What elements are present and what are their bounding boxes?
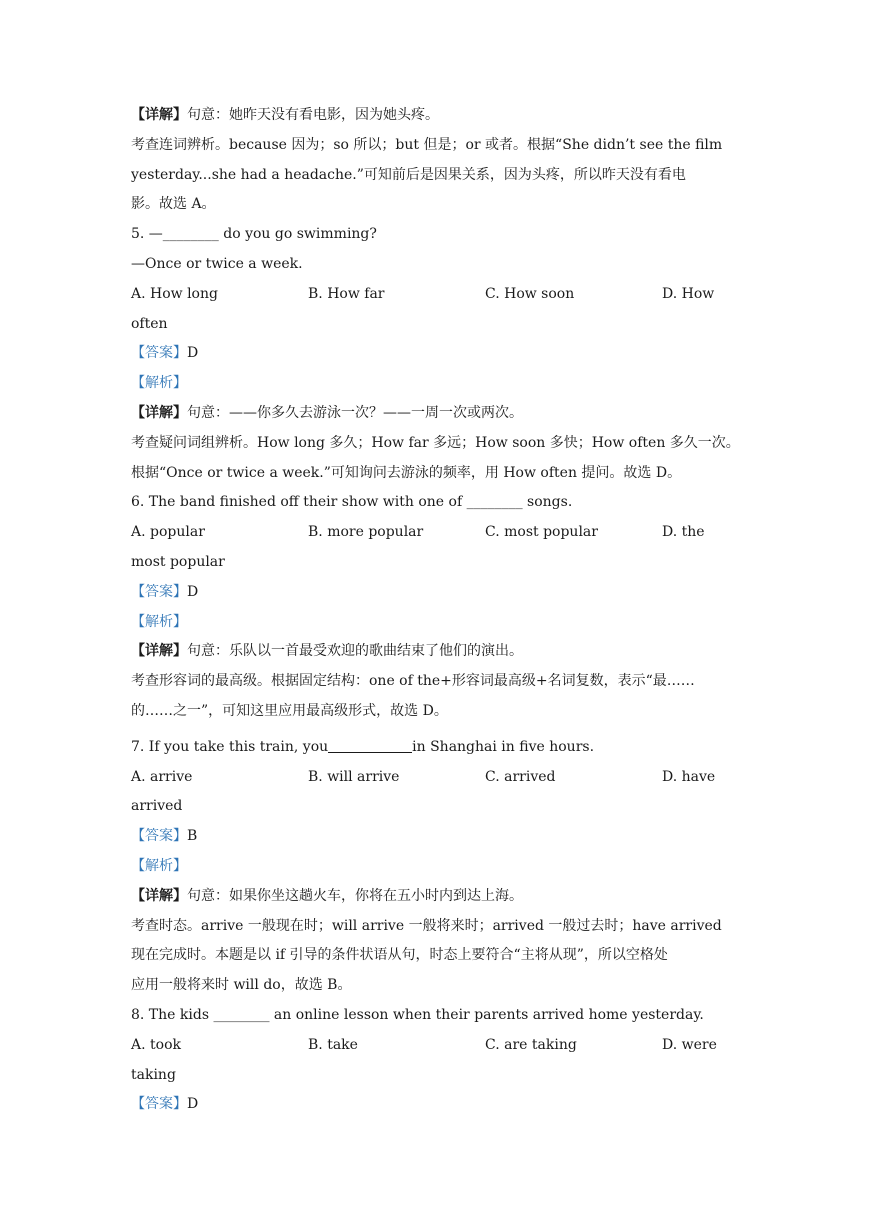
q7-option-d: D. have — [662, 768, 716, 785]
q4-exp-line-3: 影。故选 A。 — [131, 196, 216, 213]
answer-tag: 【答案】 — [131, 828, 187, 845]
answer-tag: 【答案】 — [131, 1096, 187, 1113]
q7-answer — [131, 822, 751, 852]
answer-tag: 【答案】 — [131, 583, 187, 600]
detail-text: 句意：如果你坐这趟火车，你将在五小时内到达上海。 — [187, 887, 523, 904]
q7-exp-line-2: 现在完成时。本题是以 if 引导的条件状语从句，时态上要符合“主将从现”，所以空格处 — [131, 947, 668, 964]
q6-analysis-heading: 【解析】 — [131, 613, 187, 630]
answer-value: D — [187, 1096, 199, 1113]
q8-option-d-wrap: taking — [131, 1066, 176, 1083]
q5-option-d: D. How — [662, 285, 715, 302]
q8-options — [131, 1031, 751, 1061]
q5-detail — [131, 399, 751, 429]
q5-answer — [131, 339, 751, 369]
q7-options — [131, 763, 751, 793]
q5-stem-answer-line: —Once or twice a week. — [131, 255, 303, 272]
answer-tag: 【答案】 — [131, 345, 187, 362]
detail-tag: 【详解】 — [131, 887, 187, 904]
q6-option-d-wrap: most popular — [131, 553, 225, 570]
q7-analysis-heading: 【解析】 — [131, 857, 187, 874]
q6-exp-line-2: 的……之一”，可知这里应用最高级形式，故选 D。 — [131, 702, 448, 719]
q5-exp-line-2: 根据“Once or twice a week.”可知询问去游泳的频率，用 How often 提问。故选 D。 — [131, 464, 682, 481]
q8-option-b: B. take — [308, 1036, 358, 1053]
q5-option-c: C. How soon — [485, 285, 575, 302]
detail-text: 句意：——你多久去游泳一次？——一周一次或两次。 — [187, 404, 523, 421]
q6-answer — [131, 578, 751, 608]
q6-option-a: A. popular — [131, 524, 205, 541]
q7-option-c: C. arrived — [485, 768, 556, 785]
q6-option-c: C. most popular — [485, 524, 598, 541]
q6-options — [131, 518, 751, 548]
q8-option-c: C. are taking — [485, 1036, 577, 1053]
detail-tag: 【详解】 — [131, 107, 187, 123]
q4-exp-line-1: 考查连词辨析。because 因为；so 所以；but 但是；or 或者。根据“She didn’t see the film — [131, 136, 723, 153]
q8-answer — [131, 1090, 751, 1120]
detail-tag: 【详解】 — [131, 404, 187, 421]
q7-stem — [131, 733, 751, 763]
q5-options — [131, 280, 751, 310]
detail-tag: 【详解】 — [131, 643, 187, 660]
q7-option-d-wrap: arrived — [131, 798, 183, 815]
q8-option-a: A. took — [131, 1036, 181, 1053]
answer-value: D — [187, 345, 199, 362]
q7-option-a: A. arrive — [131, 768, 193, 785]
q8-option-d: D. were — [662, 1036, 717, 1053]
q7-blank — [328, 737, 412, 753]
q5-exp-line-1: 考查疑问词组辨析。How long 多久；How far 多远；How soon 多快；How often 多久一次。 — [131, 434, 740, 451]
q6-exp-line-1: 考查形容词的最高级。根据固定结构：one of the+形容词最高级+名词复数，表示“最…… — [131, 673, 695, 690]
q7-stem-post: in Shanghai in five hours. — [412, 738, 595, 755]
document-content — [131, 101, 751, 1120]
q5-option-a: A. How long — [131, 285, 218, 302]
q6-detail — [131, 637, 751, 667]
q5-option-b: B. How far — [308, 285, 385, 302]
q7-exp-line-3: 应用一般将来时 will do，故选 B。 — [131, 977, 352, 994]
q4-detail — [131, 101, 751, 131]
q6-stem: 6. The band finished off their show with one of ________ songs. — [131, 494, 573, 511]
q7-detail — [131, 882, 751, 912]
q6-option-d: D. the — [662, 524, 705, 541]
q5-option-d-wrap: often — [131, 315, 168, 332]
detail-text: 句意：乐队以一首最受欢迎的歌曲结束了他们的演出。 — [187, 643, 523, 660]
q6-option-b: B. more popular — [308, 524, 424, 541]
q8-stem: 8. The kids ________ an online lesson when their parents arrived home yesterday. — [131, 1006, 704, 1023]
q5-analysis-heading: 【解析】 — [131, 375, 187, 392]
q7-option-b: B. will arrive — [308, 768, 400, 785]
detail-text: 句意：她昨天没有看电影，因为她头疼。 — [187, 107, 439, 123]
answer-value: B — [187, 828, 198, 845]
q7-stem-pre: 7. If you take this train, you — [131, 738, 329, 755]
q7-exp-line-1: 考查时态。arrive 一般现在时；will arrive 一般将来时；arrived 一般过去时；have arrived — [131, 917, 722, 934]
answer-value: D — [187, 583, 199, 600]
q4-exp-line-2: yesterday...she had a headache.”可知前后是因果关系，因为头疼，所以昨天没有看电 — [131, 166, 686, 183]
q5-stem: 5. —________ do you go swimming? — [131, 226, 377, 243]
